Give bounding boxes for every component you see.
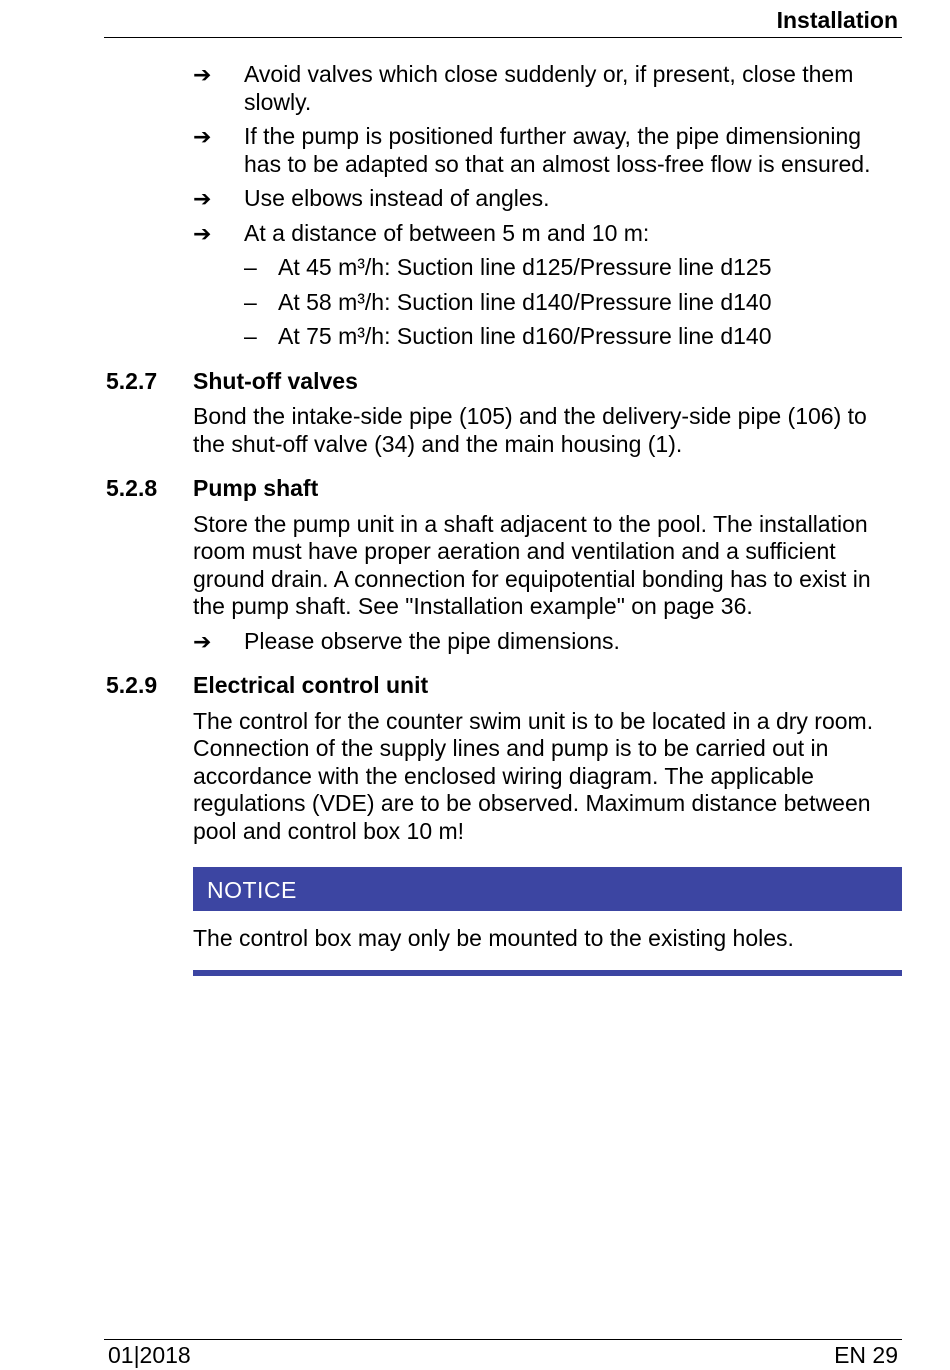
bullet-text: At a distance of between 5 m and 10 m: — [244, 219, 650, 246]
bullet-text: If the pump is positioned further away, the pipe dimensioning has to be adapted so that an almost loss-free flow is ensured. — [244, 123, 871, 177]
sub-list-item — [104, 323, 902, 351]
sub-list-item — [104, 254, 902, 282]
bullet-text: Please observe the pipe dimensions. — [244, 627, 620, 654]
section-number: 5.2.9 — [106, 672, 158, 698]
section-paragraph: The control for the counter swim unit is to be located in a dry room. Connection of the supply lines and pump is to be carried out in accordance with the enclosed wiring diagram. The applicable regulations (VDE) are to be observed. Maximum distance between pool and control box 10 m! — [193, 707, 874, 844]
notice-bottom-bar — [193, 970, 902, 976]
section-heading — [104, 672, 902, 700]
sub-list-text: At 45 m³/h: Suction line d125/Pressure line d125 — [278, 254, 772, 280]
section-title: Shut-off valves — [193, 367, 358, 394]
footer-page-number: EN 29 — [834, 1342, 898, 1368]
dash-icon: – — [244, 323, 257, 349]
bullet-text: Avoid valves which close suddenly or, if present, close them slowly. — [244, 61, 854, 115]
notice-heading: NOTICE — [193, 867, 902, 911]
notice-box — [193, 867, 902, 976]
sub-list-text: At 58 m³/h: Suction line d140/Pressure line d140 — [278, 288, 772, 315]
section-shut-off-valves — [104, 368, 902, 459]
section-title: Electrical control unit — [193, 672, 429, 698]
section-electrical-control-unit — [104, 672, 902, 845]
section-pump-shaft — [104, 475, 902, 655]
footer-date: 01|2018 — [108, 1342, 191, 1368]
section-number: 5.2.7 — [106, 367, 158, 394]
bullet-item — [104, 61, 902, 116]
header-title: Installation — [776, 7, 898, 33]
notice-text: The control box may only be mounted to the existing holes. — [193, 925, 794, 951]
dash-icon: – — [244, 254, 257, 280]
header-rule — [104, 37, 902, 38]
footer-rule — [104, 1339, 902, 1340]
section-paragraph: Store the pump unit in a shaft adjacent to the pool. The installation room must have proper aeration and ventilation and a sufficient ground drain. A connection for equipotential bonding has to exist in the pump shaft. See "Installation example" on page 36. — [193, 510, 871, 619]
section-heading — [104, 475, 902, 503]
dash-icon: – — [244, 288, 257, 315]
bullet-text: Use elbows instead of angles. — [244, 185, 550, 211]
arrow-right-icon: ➔ — [193, 220, 212, 246]
page-body — [104, 61, 902, 976]
arrow-right-icon: ➔ — [193, 62, 212, 87]
bullet-item — [104, 628, 902, 656]
bullet-item — [104, 185, 902, 213]
section-title: Pump shaft — [193, 475, 319, 501]
section-number: 5.2.8 — [106, 475, 158, 501]
bullet-item — [104, 123, 902, 178]
arrow-right-icon: ➔ — [193, 628, 212, 654]
section-heading — [104, 368, 902, 396]
bullet-item — [104, 220, 902, 248]
section-paragraph: Bond the intake-side pipe (105) and the delivery-side pipe (106) to the shut-off valve (34) and the main housing (1). — [193, 403, 867, 457]
arrow-right-icon: ➔ — [193, 124, 212, 149]
sub-list-item — [104, 289, 902, 317]
arrow-right-icon: ➔ — [193, 186, 212, 211]
sub-list-text: At 75 m³/h: Suction line d160/Pressure line d140 — [278, 323, 772, 349]
